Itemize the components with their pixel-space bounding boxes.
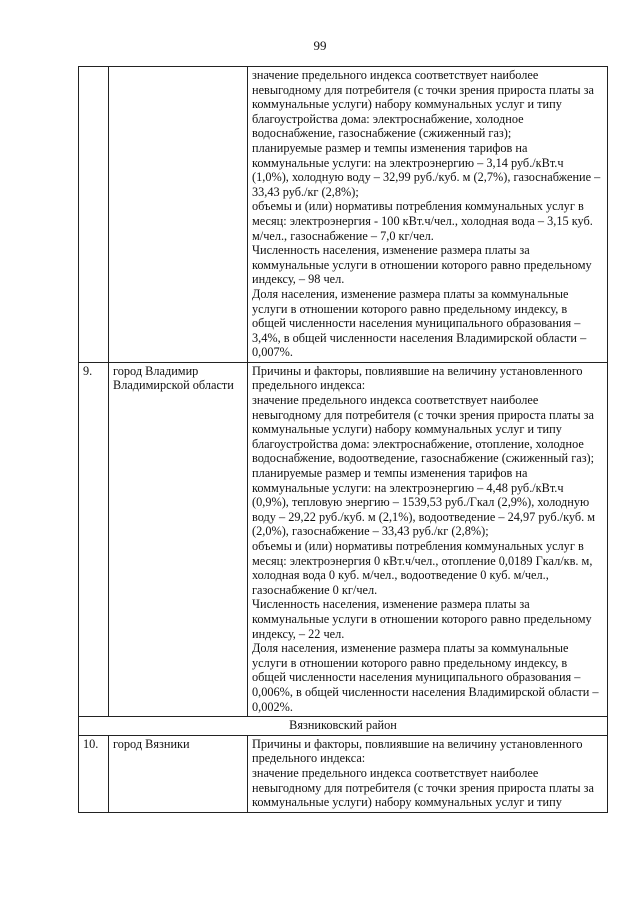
municipality-name: город Вязники: [109, 735, 248, 812]
paragraph: значение предельного индекса соответствует наиболее невыгодному для потребителя (с точки зрения прироста платы за коммунальные услуги) набору коммунальных услуг и типу: [252, 765, 594, 810]
paragraph: Причины и факторы, повлиявшие на величину установленного предельного индекса:: [252, 736, 583, 766]
row-number: [79, 67, 109, 363]
page-number: 99: [313, 38, 327, 53]
paragraph: Доля населения, изменение размера платы за коммунальные услуги в отношении которого равно предельному индексу, в общей численности населения муниципального образования – 0,006%, в общей численности населения Владимирской области – 0,002%.: [252, 641, 599, 714]
paragraph: объемы и (или) нормативы потребления коммунальных услуг в месяц: электроэнергия - 100 кВт.ч/чел., холодная вода – 3,15 куб. м/чел., газоснабжение – 7,0 кг/чел.: [252, 199, 593, 243]
section-header-row: [79, 717, 608, 736]
table-row: [79, 735, 608, 812]
table-row: [79, 67, 608, 363]
paragraph: Численность населения, изменение размера платы за коммунальные услуги в отношении которого равно предельному индексу, – 22 чел.: [252, 597, 592, 641]
paragraph: Численность населения, изменение размера платы за коммунальные услуги в отношении которого равно предельному индексу, – 98 чел.: [252, 243, 592, 287]
paragraph: Доля населения, изменение размера платы за коммунальные услуги в отношении которого равно предельному индексу, в общей численности населения муниципального образования – 3,4%, в общей численности населения Владимирской области – 0,007%.: [252, 286, 587, 360]
section-title: Вязниковский район: [79, 717, 608, 736]
row-number: 10.: [79, 735, 109, 812]
paragraph: значение предельного индекса соответствует наиболее невыгодному для потребителя (с точки зрения прироста платы за коммунальные услуги) набору коммунальных услуг и типу благоустройства дома: электроснабжение, холодное водоснабжение, газоснабжение (сжиженный газ);: [252, 68, 594, 141]
description-cell: [248, 362, 608, 716]
paragraph: Причины и факторы, повлиявшие на величину установленного предельного индекса:: [252, 363, 583, 393]
municipality-name: [109, 67, 248, 363]
description-cell: [248, 67, 608, 363]
municipality-name: город Владимир Владимирской области: [109, 362, 248, 716]
paragraph: планируемые размер и темпы изменения тарифов на коммунальные услуги: на электроэнергию – 4,48 руб./кВт.ч (0,9%), тепловую энергию – 1539,53 руб./Гкал (2,9%), холодную воду – 29,22 руб./куб. м (2,1%), водоотведение – 24,97 руб./куб. м (2,0%), газоснабжение – 33,43 руб./кг (2,8%);: [252, 466, 596, 539]
table-row: [79, 362, 608, 716]
row-number: 9.: [79, 362, 109, 716]
paragraph: объемы и (или) нормативы потребления коммунальных услуг в месяц: электроэнергия 0 кВт.ч/чел., отопление 0,0189 Гкал/кв. м, холодная вода 0 куб. м/чел., водоотведение 0 куб. м/чел., газоснабжение 0 кг/чел.: [252, 539, 593, 597]
paragraph: значение предельного индекса соответствует наиболее невыгодному для потребителя (с точки зрения прироста платы за коммунальные услуги) набору коммунальных услуг и типу благоустройства дома: электроснабжение, отопление, холодное водоснабжение, водоотведение, газоснабжение (сжиженный газ);: [252, 393, 595, 466]
paragraph: планируемые размер и темпы изменения тарифов на коммунальные услуги: на электроэнергию – 3,14 руб./кВт.ч (1,0%), холодную воду – 32,99 руб./куб. м (2,7%), газоснабжение – 33,43 руб./кг (2,8%);: [252, 140, 601, 199]
tariff-table: [78, 66, 608, 813]
description-cell: [248, 735, 608, 812]
